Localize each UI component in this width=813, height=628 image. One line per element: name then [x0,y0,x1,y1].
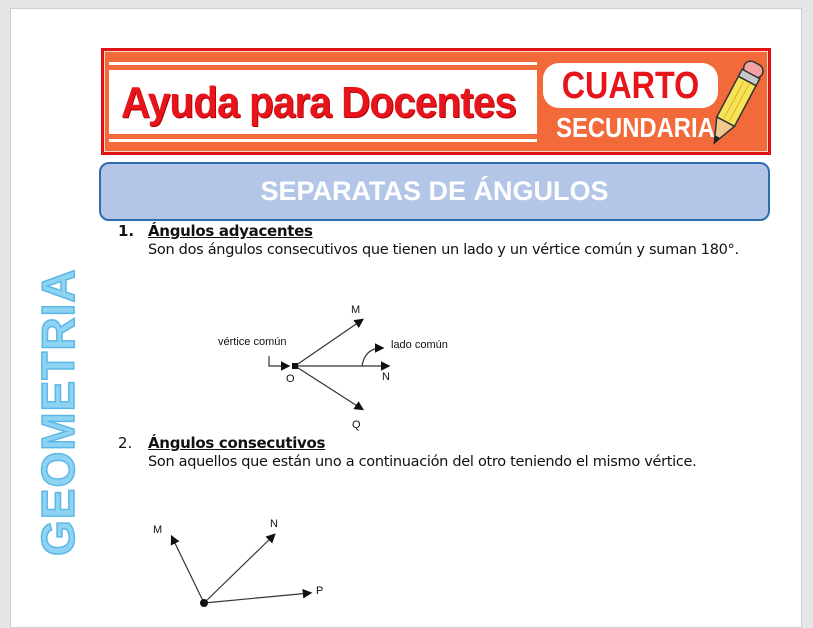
header-banner [101,48,771,155]
item-heading: Ángulos consecutivos [148,434,326,452]
grade-badge [543,63,718,108]
point-p-label: P [316,585,324,597]
item-heading: Ángulos adyacentes [148,222,313,240]
point-q-label: Q [352,419,361,431]
adjacent-angles-diagram [210,298,460,433]
section-title-box [99,162,770,221]
section-title: SEPARATAS DE ÁNGULOS [260,176,609,206]
banner-title: Ayuda para Docentes [121,78,516,127]
item-number: 1. [118,222,135,240]
banner-stripe [109,134,537,139]
side-callout-label: lado común [391,339,448,351]
banner-stripe [109,65,537,70]
pencil-icon [703,54,767,154]
banner-title-panel [109,56,537,148]
point-m-label: M [153,524,163,536]
item-body: Son aquellos que están uno a continuación del otro teniendo el mismo vértice. [148,454,697,470]
item-number: 2. [118,434,133,452]
side-label-geometria: GEOMETRIA [32,268,84,556]
banner-inner [104,51,768,152]
item-body: Son dos ángulos consecutivos que tienen un lado y un vértice común y suman 180°. [148,242,739,258]
point-n-label: N [382,371,390,383]
point-n-label: N [270,518,278,530]
level-label: SECUNDARIA [556,112,715,143]
point-m-label: M [351,304,361,316]
grade-label: CUARTO [561,65,700,107]
banner-stripe [109,56,537,62]
vertex-callout-label: vértice común [218,336,287,348]
point-o-label: O [286,373,295,385]
banner-stripe [109,142,537,148]
consecutive-angles-diagram [140,505,340,608]
